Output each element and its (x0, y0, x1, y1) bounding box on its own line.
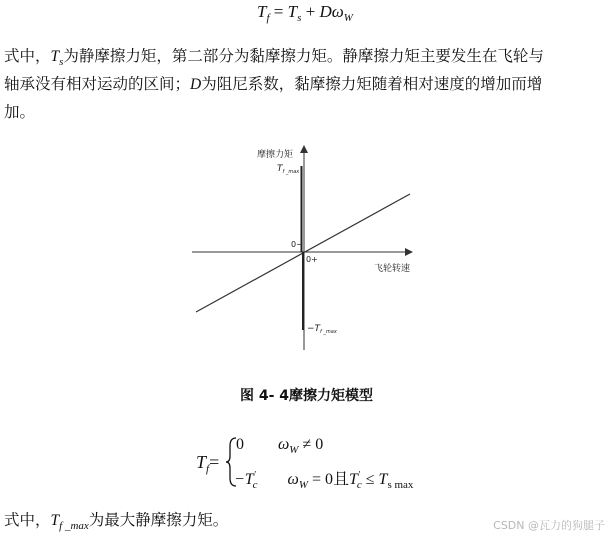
paragraph-line-2: 轴承没有相对运动的区间；D为阻尼系数，黏摩擦力矩随着相对速度的增加而增 (4, 75, 543, 93)
figure-caption: 图 4- 4摩擦力矩模型 (239, 388, 374, 404)
x-axis-label: 飞轮转速 (374, 264, 411, 274)
piecewise-case-1: 0 $\omega_W \ne 0$ (236, 436, 324, 456)
paragraph-2: 式中，$T_{f \_max}$为最大静摩擦力矩。 (4, 511, 229, 532)
origin-neg-label: 0− (291, 240, 303, 249)
paragraph-line-1: 式中，$T_s$为静摩擦力矩，第二部分为黏摩擦力矩。静摩擦力矩主要发生在飞轮与 (4, 47, 544, 68)
equation-top: $T_f = T_s + D\omega_W$ (257, 2, 353, 24)
neg-tfmax-label: $-T_{f \_max}$ (307, 324, 337, 335)
y-axis-label: 摩擦力矩 (257, 150, 294, 160)
piecewise-case-2: $-T'_c$ $\omega_W = 0$且$T'_c \le T_{s max}$ (234, 469, 414, 491)
origin-pos-label: 0+ (306, 255, 318, 264)
watermark: CSDN @瓦力的狗腿子 (493, 519, 605, 532)
paragraph-line-3: 加。 (4, 103, 36, 121)
tfmax-label: $T_{f \_max}$ (277, 164, 300, 175)
piecewise-lhs: $T_f=$ (196, 452, 220, 475)
